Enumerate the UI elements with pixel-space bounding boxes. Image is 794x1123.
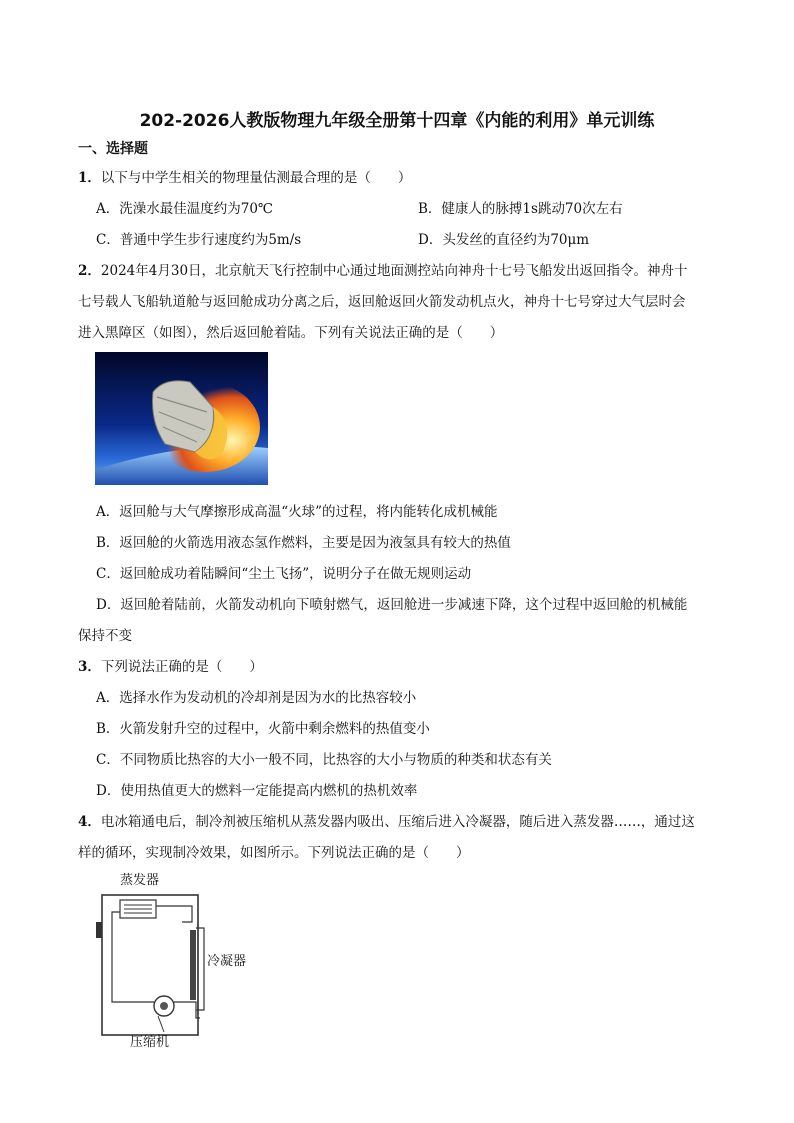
q3-option-d: D．使用热值更大的燃料一定能提高内燃机的热机效率 bbox=[96, 783, 418, 799]
question-number: 3． bbox=[78, 659, 101, 675]
q1-option-d: D．头发丝的直径约为70μm bbox=[418, 232, 590, 248]
condenser-label: 冷凝器 bbox=[207, 954, 247, 969]
question-number: 1． bbox=[78, 170, 101, 186]
compressor-label: 压缩机 bbox=[130, 1035, 170, 1050]
question-text-line: 2024年4月30日，北京航天飞行控制中心通过地面测控站向神舟十七号飞船发出返回指令。神舟十 bbox=[100, 263, 688, 279]
q2-option-a: A．返回舱与大气摩擦形成高温“火球”的过程，将内能转化成机械能 bbox=[96, 504, 498, 520]
question-text-line: 七号载人飞船轨道舱与返回舱成功分离之后，返回舱返回火箭发动机点火，神舟十七号穿过大气层时会 bbox=[78, 294, 686, 310]
question-4 bbox=[78, 810, 695, 830]
q1-option-c: C．普通中学生步行速度约为5m/s bbox=[96, 232, 302, 248]
question-stem: 以下与中学生相关的物理量估测最合理的是（ ） bbox=[100, 170, 412, 186]
evaporator-label: 蒸发器 bbox=[120, 873, 160, 888]
spacecraft-reentry-image bbox=[95, 352, 268, 485]
q1-option-a: A．洗澡水最佳温度约为70℃ bbox=[96, 201, 274, 217]
question-text-line: 进入黑障区（如图），然后返回舱着陆。下列有关说法正确的是（ ） bbox=[78, 325, 504, 341]
q3-option-c: C．不同物质比热容的大小一般不同，比热容的大小与物质的种类和状态有关 bbox=[96, 752, 552, 768]
question-3 bbox=[78, 655, 263, 675]
q2-option-d: D．返回舱着陆前，火箭发动机向下喷射燃气，返回舱进一步减速下降，这个过程中返回舱的机械能 bbox=[96, 597, 688, 613]
question-text-line: 样的循环，实现制冷效果，如图所示。下列说法正确的是（ ） bbox=[78, 845, 470, 861]
q1-option-b: B．健康人的脉搏1s跳动70次左右 bbox=[418, 201, 623, 217]
question-number: 4． bbox=[78, 814, 101, 830]
document-title: 202-2026人教版物理九年级全册第十四章《内能的利用》单元训练 bbox=[139, 111, 655, 131]
refrigerator-diagram bbox=[92, 870, 272, 1050]
question-number: 2． bbox=[78, 263, 101, 279]
q3-option-a: A．选择水作为发动机的冷却剂是因为水的比热容较小 bbox=[96, 690, 417, 706]
question-text-line: 电冰箱通电后，制冷剂被压缩机从蒸发器内吸出、压缩后进入冷凝器，随后进入蒸发器……，通过这 bbox=[100, 814, 695, 830]
q2-option-c: C．返回舱成功着陆瞬间“尘土飞扬”，说明分子在做无规则运动 bbox=[96, 566, 472, 582]
question-1 bbox=[78, 166, 411, 186]
section-heading: 一、选择题 bbox=[78, 141, 148, 157]
q3-option-b: B．火箭发射升空的过程中，火箭中剩余燃料的热值变小 bbox=[96, 721, 430, 737]
q2-option-b: B．返回舱的火箭选用液态氢作燃料，主要是因为液氢具有较大的热值 bbox=[96, 535, 511, 551]
question-stem: 下列说法正确的是（ ） bbox=[100, 659, 263, 675]
question-2 bbox=[78, 259, 688, 279]
q2-option-d-continued: 保持不变 bbox=[78, 628, 132, 644]
